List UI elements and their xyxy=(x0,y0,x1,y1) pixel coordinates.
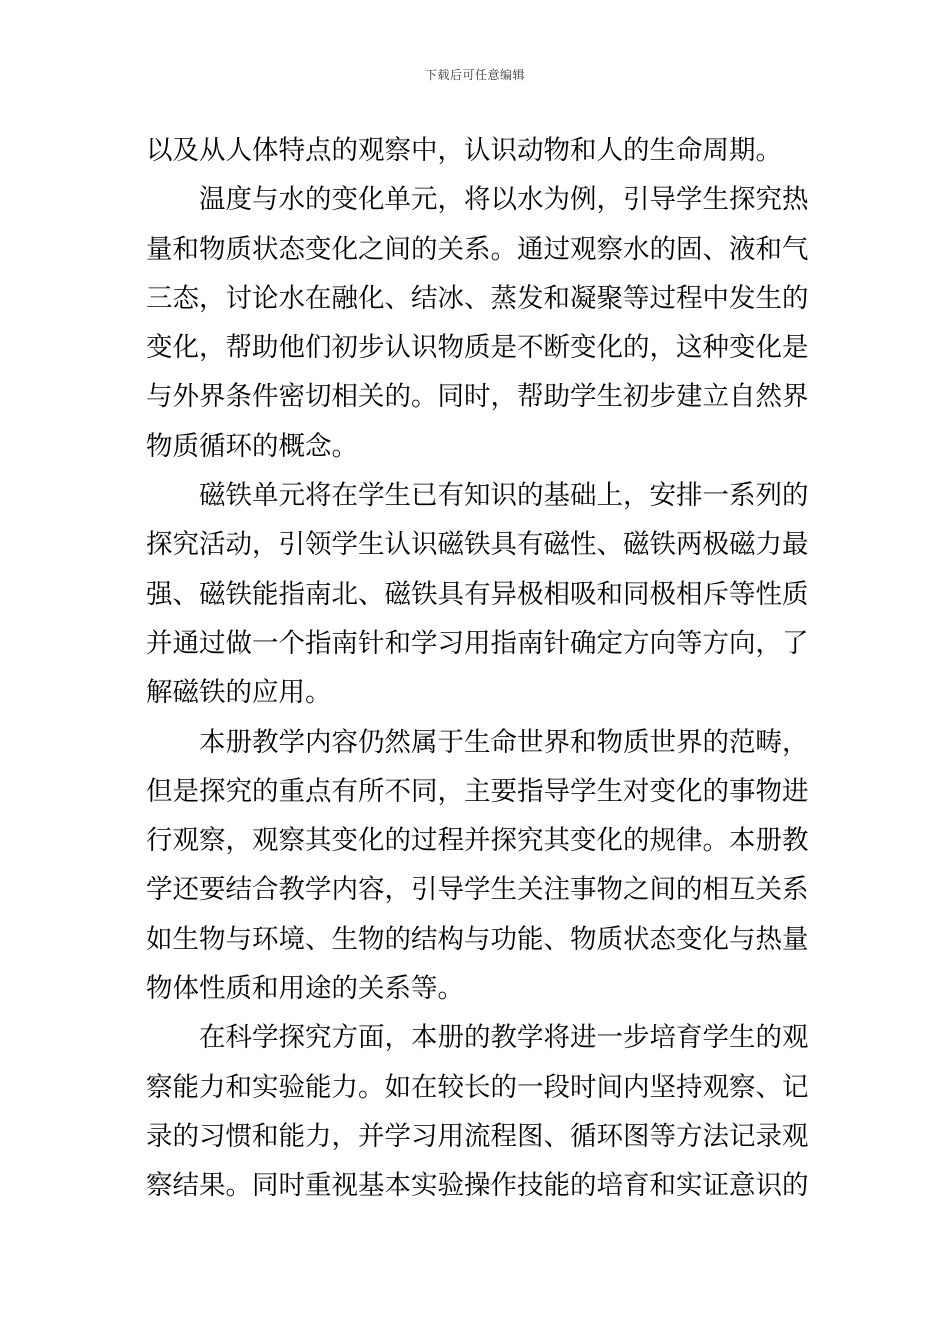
paragraph xyxy=(146,126,808,175)
text-line: 解磁铁的应用。 xyxy=(146,677,332,709)
text-line: 并通过做一个指南针和学习用指南针确定方向等方向，了 xyxy=(146,627,809,659)
document-body xyxy=(146,126,808,1211)
text-line: 察结果。同时重视基本实验操作技能的培育和实证意识的 xyxy=(146,1170,809,1202)
text-line: 以及从人体特点的观察中，认识动物和人的生命周期。 xyxy=(146,135,782,166)
text-line: 但是探究的重点有所不同，主要指导学生对变化的事物进 xyxy=(146,775,809,807)
text-line: 强、磁铁能指南北、磁铁具有异极相吸和同极相斥等性质 xyxy=(146,578,809,610)
text-line: 如生物与环境、生物的结构与功能、物质状态变化与热量 xyxy=(146,923,809,955)
paragraph xyxy=(146,1013,808,1210)
paragraph xyxy=(146,175,808,471)
paragraph xyxy=(146,471,808,717)
text-line: 学还要结合教学内容，引导学生关注事物之间的相互关系 xyxy=(146,874,809,906)
text-line: 行观察，观察其变化的过程并探究其变化的规律。本册教 xyxy=(146,825,809,857)
text-line: 磁铁单元将在学生已有知识的基础上，安排一系列的 xyxy=(199,480,809,512)
text-line: 录的习惯和能力，并学习用流程图、循环图等方法记录观 xyxy=(146,1120,809,1152)
text-line: 物体性质和用途的关系等。 xyxy=(146,973,464,1005)
text-line: 察能力和实验能力。如在较长的一段时间内坚持观察、记 xyxy=(146,1071,809,1103)
text-line: 探究活动，引领学生认识磁铁具有磁性、磁铁两极磁力最 xyxy=(146,529,809,561)
page-header: 下载后可任意编辑 xyxy=(424,68,525,82)
text-line: 量和物质状态变化之间的关系。通过观察水的固、液和气 xyxy=(146,233,809,265)
text-line: 在科学探究方面，本册的教学将进一步培育学生的观 xyxy=(199,1022,809,1054)
text-line: 与外界条件密切相关的。同时，帮助学生初步建立自然界 xyxy=(146,381,809,413)
paragraph xyxy=(146,718,808,1014)
text-line: 变化，帮助他们初步认识物质是不断变化的，这种变化是 xyxy=(146,332,809,364)
text-line: 本册教学内容仍然属于生命世界和物质世界的范畴， xyxy=(199,726,809,758)
text-line: 物质循环的概念。 xyxy=(146,430,358,462)
text-line: 三态，讨论水在融化、结冰、蒸发和凝聚等过程中发生的 xyxy=(146,282,809,314)
text-line: 温度与水的变化单元，将以水为例，引导学生探究热 xyxy=(199,184,809,216)
